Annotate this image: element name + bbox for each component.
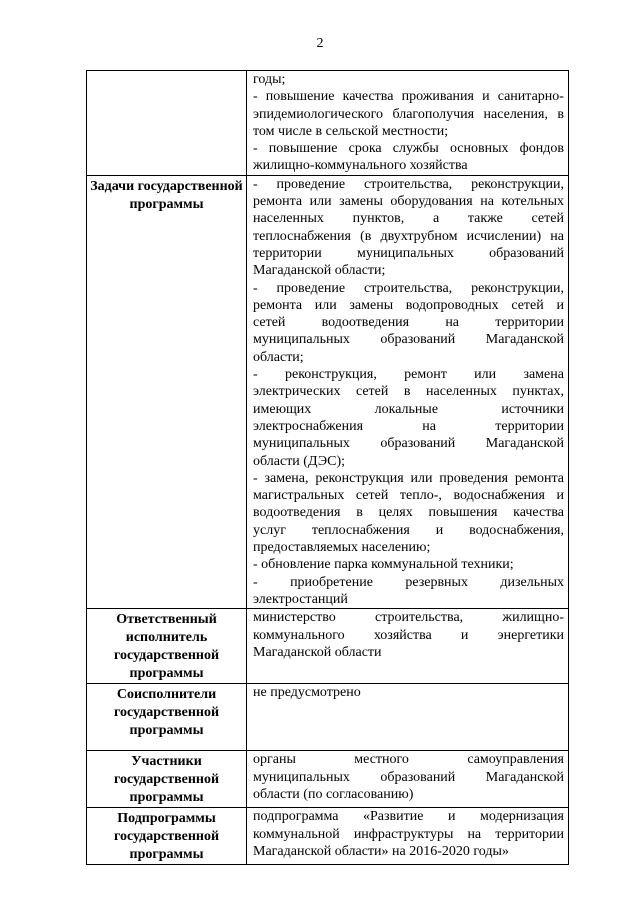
content-line: электростанций [253, 591, 348, 607]
content-line: - замена, реконструкция или проведения ремонта [253, 470, 564, 486]
program-passport-table [86, 70, 569, 865]
content-line: - проведение строительства, реконструкции, [253, 176, 564, 192]
row-label: Ответственный исполнитель государственной программы [87, 609, 247, 684]
page-number: 2 [316, 36, 324, 51]
content-line: области (ДЭС); [253, 453, 345, 469]
row-label: Задачи государственной программы [87, 175, 247, 608]
content-line: области (по согласованию) [253, 786, 414, 802]
content-line: министерство строительства, жилищно- [253, 610, 564, 626]
content-line: подпрограмма «Развитие и модернизация [253, 809, 564, 825]
content-line: эпидемиологического благополучия населения, в [253, 106, 564, 122]
content-line: электрических сетей в населенных пунктах, [253, 384, 564, 400]
content-line: населенных пунктов, а также сетей [253, 211, 564, 227]
content-line: ремонта или замены оборудования на котельных [253, 194, 564, 210]
content-line: - проведение строительства, реконструкции, [253, 280, 564, 296]
content-line: услуг теплоснабжения и водоснабжения, [253, 522, 564, 538]
content-line: - реконструкция, ремонт или замена [253, 367, 564, 383]
content-line: - обновление парка коммунальной техники; [253, 557, 514, 573]
content-line: Магаданской области [253, 644, 382, 660]
row-participants [87, 751, 569, 808]
row-label [87, 71, 247, 176]
content-line: предоставляемых населению; [253, 540, 431, 556]
content-line: - повышение срока службы основных фондов [253, 141, 564, 157]
row-sonisp [87, 684, 569, 751]
content-line: Магаданской области; [253, 263, 386, 279]
content-line: годы; [253, 72, 286, 87]
row-content [247, 175, 569, 608]
content-line: коммунальной инфраструктуры на территории [253, 826, 564, 842]
row-tasks [87, 175, 569, 608]
row-content [247, 684, 569, 751]
content-line: - повышение качества проживания и санитарно- [253, 89, 564, 105]
content-line: области; [253, 349, 304, 365]
content-line: органы местного самоуправления [253, 752, 564, 768]
content-line: коммунального хозяйства и энергетики [253, 627, 564, 643]
row-content [247, 71, 569, 176]
content-line: ремонта или замены водопроводных сетей и [253, 297, 564, 313]
content-line: имеющих локальные источники [253, 401, 564, 417]
row-responsible [87, 609, 569, 684]
row-content [247, 808, 569, 865]
row-label: Соисполнители государственной программы [87, 684, 247, 751]
content-line: муниципальных образований Магаданской [253, 769, 564, 785]
content-line: водоотведения в целях повышения качества [253, 505, 564, 521]
content-line: теплоснабжения (в двухтрубном исчислении) на [253, 228, 564, 244]
row-label: Подпрограммы государственной программы [87, 808, 247, 865]
row-label: Участники государственной программы [87, 751, 247, 808]
content-line: сетей водоотведения на территории [253, 315, 564, 331]
row-continuation [87, 71, 569, 176]
content-line: - приобретение резервных дизельных [253, 574, 564, 590]
content-line: не предусмотрено [253, 685, 361, 701]
content-line: жилищно-коммунального хозяйства [253, 158, 468, 174]
content-line: территории муниципальных образований [253, 245, 564, 261]
content-line: том числе в сельской местности; [253, 123, 449, 139]
content-line: Магаданской области» на 2016-2020 годы» [253, 843, 509, 859]
content-line: муниципальных образований Магаданской [253, 436, 564, 452]
row-subprograms [87, 808, 569, 865]
row-content [247, 609, 569, 684]
row-content [247, 751, 569, 808]
passport-table [86, 70, 569, 865]
content-line: муниципальных образований Магаданской [253, 332, 564, 348]
content-line: электроснабжения на территории [253, 418, 564, 434]
content-line: магистральных сетей тепло-, водоснабжения и [253, 488, 564, 504]
